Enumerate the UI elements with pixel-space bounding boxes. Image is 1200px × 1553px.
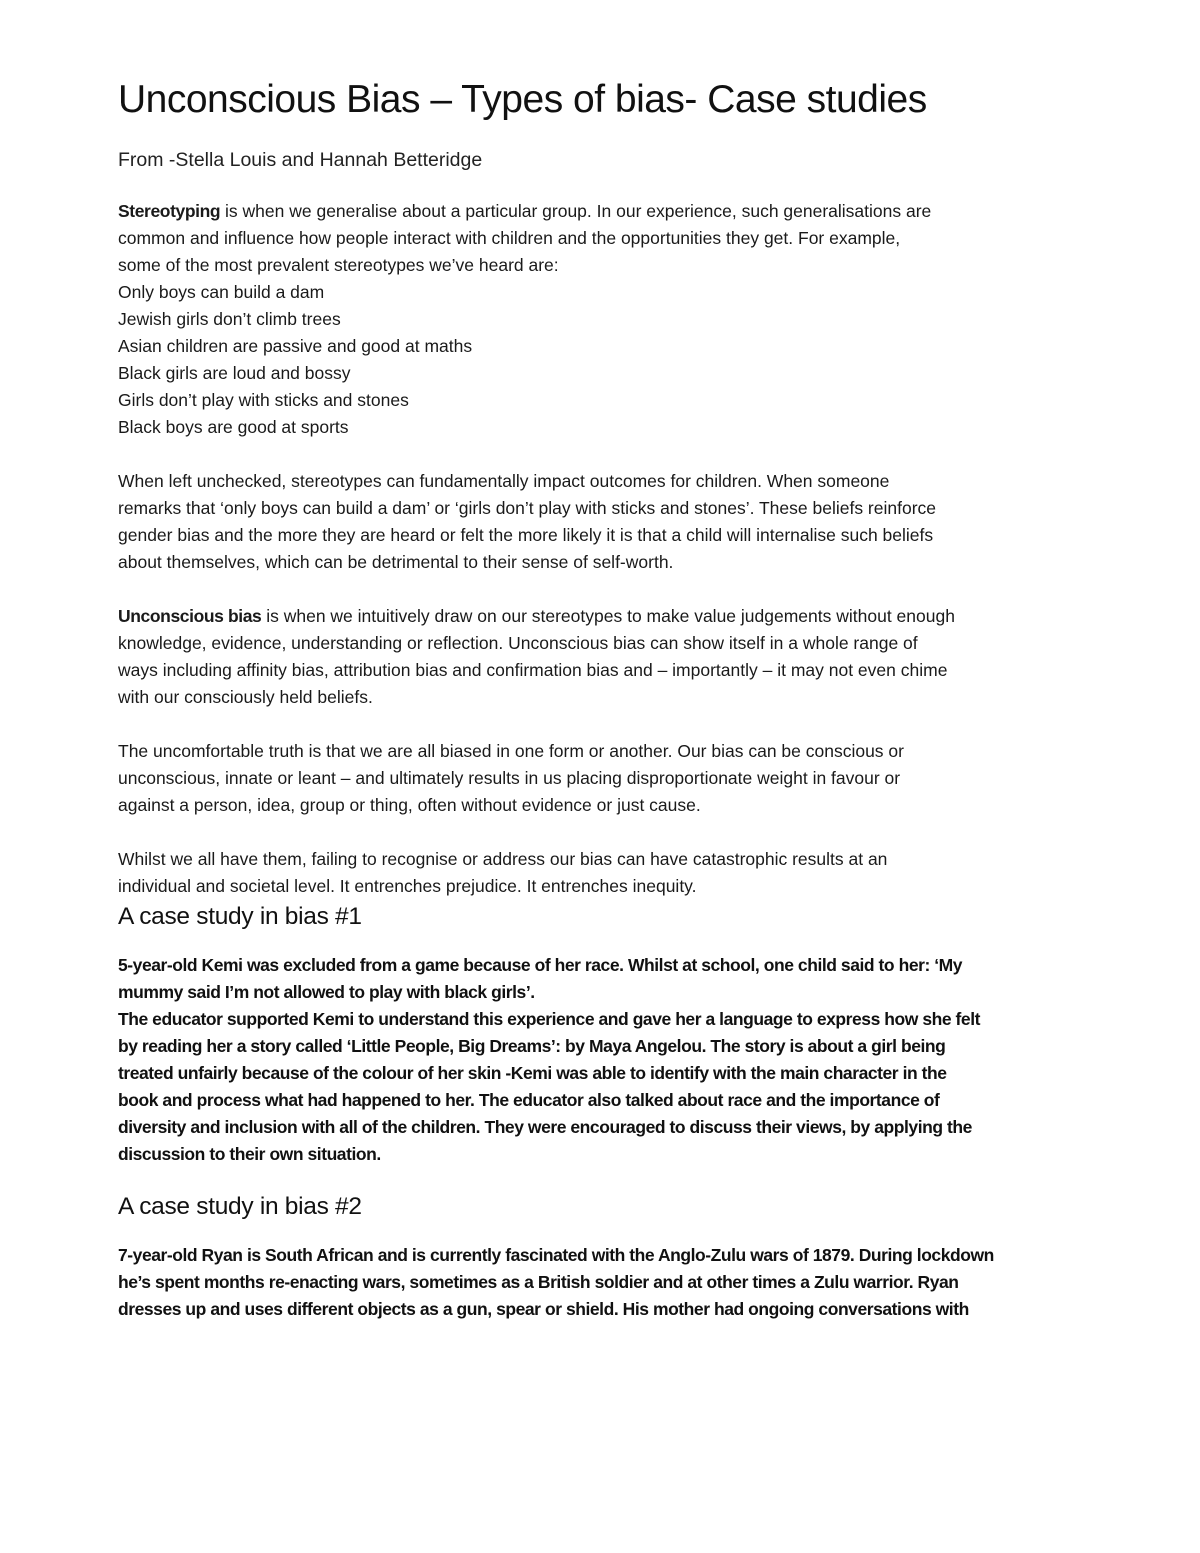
- case-study-2-intro: [118, 1242, 1088, 1323]
- paragraph-line: against a person, idea, group or thing, often without evidence or just cause.: [118, 795, 701, 815]
- unconscious-bias-term: Unconscious bias: [118, 606, 262, 626]
- authors-line: From -Stella Louis and Hannah Betteridge: [118, 149, 483, 171]
- paragraph-line: individual and societal level. It entrenches prejudice. It entrenches inequity.: [118, 876, 697, 896]
- whilst-paragraph: [118, 846, 1088, 900]
- paragraph-line: by reading her a story called ‘Little People, Big Dreams’: by Maya Angelou. The story is about a girl being: [118, 1036, 946, 1056]
- paragraph-line: discussion to their own situation.: [118, 1144, 381, 1164]
- stereotyping-term: Stereotyping: [118, 201, 221, 221]
- document-title: Unconscious Bias – Types of bias- Case studies: [118, 78, 927, 121]
- document-page: [118, 72, 1088, 1323]
- paragraph-line: mummy said I’m not allowed to play with black girls’.: [118, 982, 535, 1002]
- unconscious-bias-paragraph: [118, 603, 1088, 711]
- paragraph-line: treated unfairly because of the colour of her skin -Kemi was able to identify with the main character in the: [118, 1063, 947, 1083]
- paragraph-line: remarks that ‘only boys can build a dam’ or ‘girls don’t play with sticks and stones’. These beliefs reinforce: [118, 498, 937, 518]
- paragraph-line: he’s spent months re-enacting wars, sometimes as a British soldier and at other times a Zulu warrior. Ryan: [118, 1272, 959, 1292]
- stereotyping-line-1: [118, 198, 1088, 225]
- paragraph-line: 5-year-old Kemi was excluded from a game because of her race. Whilst at school, one child said to her: ‘My: [118, 955, 963, 975]
- paragraph-line: knowledge, evidence, understanding or reflection. Unconscious bias can show itself in a whole range of: [118, 633, 918, 653]
- paragraph-line: ways including affinity bias, attribution bias and confirmation bias and – importantly – it may not even chime: [118, 660, 948, 680]
- paragraph-line: gender bias and the more they are heard or felt the more likely it is that a child will internalise such beliefs: [118, 525, 934, 545]
- case-study-1-heading: A case study in bias #1: [118, 903, 362, 930]
- stereotyping-line-3: some of the most prevalent stereotypes we’ve heard are:: [118, 255, 559, 275]
- case-study-1-intro: [118, 952, 1088, 1006]
- unchecked-paragraph: [118, 468, 1088, 576]
- case-study-1-response: [118, 1006, 1088, 1168]
- stereotyping-line-1-text: is when we generalise about a particular group. In our experience, such generalisations are: [220, 201, 932, 221]
- truth-paragraph: [118, 738, 1088, 819]
- unconscious-line-1-text: is when we intuitively draw on our stereotypes to make value judgements without enough: [261, 606, 955, 626]
- paragraph-line: dresses up and uses different objects as a gun, spear or shield. His mother had ongoing conversations with: [118, 1299, 969, 1319]
- paragraph-line: with our consciously held beliefs.: [118, 687, 373, 707]
- stereotyping-line-2: common and influence how people interact with children and the opportunities they get. For example,: [118, 228, 901, 248]
- paragraph-line: Whilst we all have them, failing to recognise or address our bias can have catastrophic results at an: [118, 849, 888, 869]
- stereotyping-paragraph: [118, 198, 1088, 441]
- paragraph-line: 7-year-old Ryan is South African and is currently fascinated with the Anglo-Zulu wars of 1879. During lockdown: [118, 1245, 994, 1265]
- paragraph-line: about themselves, which can be detrimental to their sense of self-worth.: [118, 552, 674, 572]
- case-study-2-heading: A case study in bias #2: [118, 1193, 362, 1220]
- paragraph-line: diversity and inclusion with all of the children. They were encouraged to discuss their views, by applying the: [118, 1117, 972, 1137]
- paragraph-line: The uncomfortable truth is that we are all biased in one form or another. Our bias can be conscious or: [118, 741, 904, 761]
- stereotype-example: Asian children are passive and good at maths: [118, 336, 473, 356]
- paragraph-line: book and process what had happened to her. The educator also talked about race and the importance of: [118, 1090, 940, 1110]
- stereotype-example: Only boys can build a dam: [118, 282, 325, 302]
- stereotype-example: Jewish girls don’t climb trees: [118, 309, 341, 329]
- unconscious-line-1: [118, 603, 1088, 630]
- stereotype-example: Girls don’t play with sticks and stones: [118, 390, 409, 410]
- paragraph-line: unconscious, innate or leant – and ultimately results in us placing disproportionate weight in favour or: [118, 768, 901, 788]
- paragraph-line: When left unchecked, stereotypes can fundamentally impact outcomes for children. When someone: [118, 471, 890, 491]
- stereotype-example: Black boys are good at sports: [118, 417, 349, 437]
- stereotype-example: Black girls are loud and bossy: [118, 363, 351, 383]
- paragraph-line: The educator supported Kemi to understand this experience and gave her a language to express how she felt: [118, 1009, 980, 1029]
